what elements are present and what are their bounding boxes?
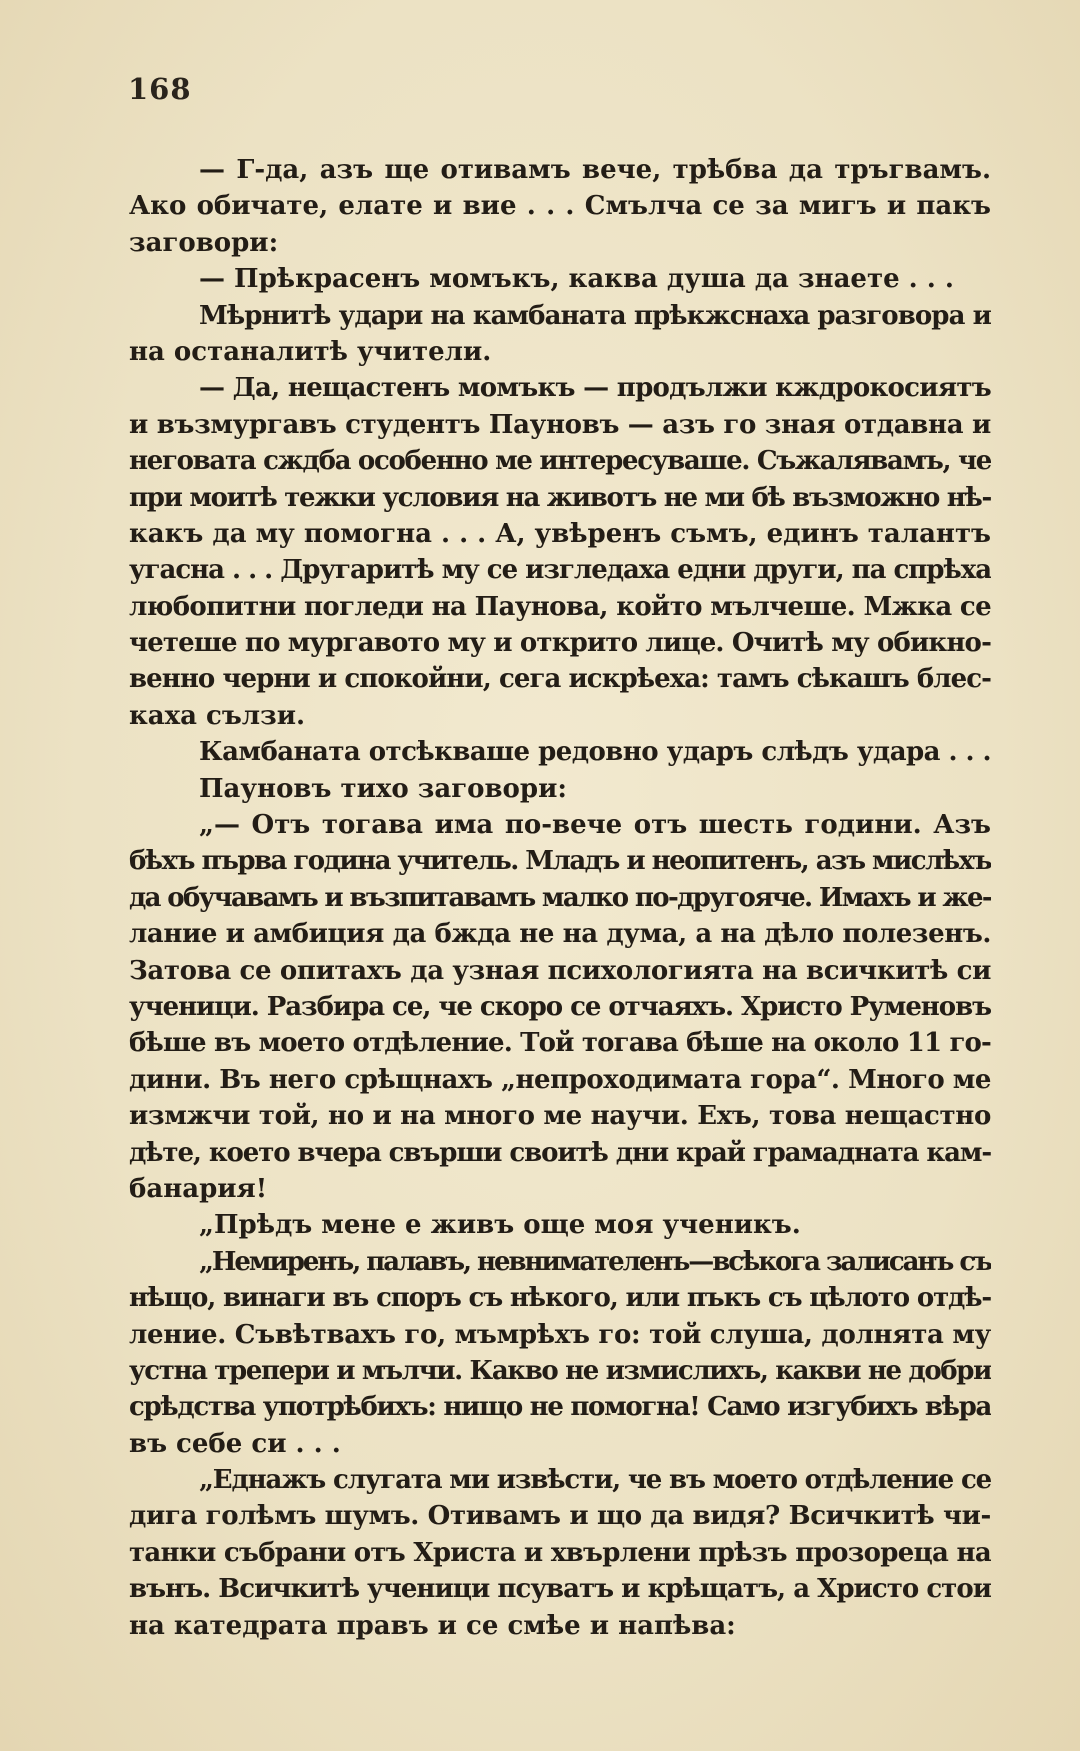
text-line: Затова се опитахъ да узная психологията на всичкитѣ си [129,955,991,986]
text-line: Мѣрнитѣ удари на камбаната прѣкжснаха разговора и [199,300,991,331]
text-line: бѣхъ първа година учитель. Младъ и неопитенъ, азъ мислѣхъ [129,846,991,877]
text-line: банария! [129,1173,268,1204]
text-line: Камбаната отсѣкваше редовно ударъ слѣдъ удара . . . [199,737,991,768]
text-line: дига голѣмъ шумъ. Отивамъ и що да видя? Всичкитѣ чи- [129,1501,991,1532]
text-line: угасна . . . Другаритѣ му се изгледаха едни други, па спрѣха [129,555,991,586]
text-line: Ако обичате, елате и вие . . . Смълча се за мигъ и пакъ [129,191,991,222]
text-line: при моитѣ тежки условия на животъ не ми бѣ възможно нѣ- [129,482,991,513]
text-line: въ себе си . . . [129,1428,341,1459]
text-line: устна трепери и мълчи. Какво не измислихъ, какви не добри [129,1355,991,1386]
text-line: да обучавамъ и възпитавамъ малко по-другояче. Имахъ и же- [129,882,991,913]
text-line: „— Отъ тогава има по-вече отъ шесть години. Азъ [199,810,991,841]
text-line: — Г-да, азъ ще отивамъ вече, трѣбва да тръгвамъ. [199,155,991,185]
text-line: „Прѣдъ мене е живъ още моя ученикъ. [199,1210,801,1241]
text-line: и възмургавъ студентъ Пауновъ — азъ го зная отдавна и [129,409,991,440]
text-line: Пауновъ тихо заговори: [199,773,567,804]
body-text [129,152,991,1644]
text-line: дини. Въ него срѣщнахъ „непроходимата гора“. Много ме [129,1064,991,1095]
text-line: венно черни и спокойни, сега искрѣеха: тамъ сѣкашъ блес- [129,664,991,695]
text-line: нѣщо, винаги въ споръ съ нѣкого, или пъкъ съ цѣлото отдѣ- [129,1283,991,1314]
text-line: ученици. Разбира се, че скоро се отчаяхъ. Христо Руменовъ [129,991,991,1022]
page-number: 168 [128,72,192,106]
text-line: „Еднажъ слугата ми извѣсти, че въ моето отдѣление се [199,1465,991,1496]
text-line: лание и амбиция да бжда не на дума, а на дѣло полезенъ. [129,919,991,950]
text-line: танки събрани отъ Христа и хвърлени прѣзъ прозореца на [129,1537,991,1568]
text-line: бѣше въ моето отдѣление. Той тогава бѣше на около 11 го- [129,1028,991,1059]
text-line: какъ да му помогна . . . А, увѣренъ съмъ, единъ талантъ [129,518,991,549]
text-line: срѣдства употрѣбихъ: нищо не помогна! Само изгубихъ вѣра [129,1392,991,1423]
text-line: — Да, нещастенъ момъкъ — продължи кждрокосиятъ [199,373,991,404]
text-line: четеше по мургавото му и открито лице. Очитѣ му обикно- [129,628,991,659]
text-line: дѣте, което вчера свърши своитѣ дни край грамадната кам- [129,1137,991,1168]
text-line: — Прѣкрасенъ момъкъ, каква душа да знаете . . . [199,264,954,295]
text-line: на катедрата правъ и се смѣе и напѣва: [129,1610,736,1641]
text-line: неговата сждба особенно ме интересуваше. Съжалявамъ, че [129,446,991,477]
text-line: на останалитѣ учители. [129,336,492,367]
text-line: каха сълзи. [129,700,306,731]
text-line: „Немиренъ, палавъ, невнимателенъ—всѣкога залисанъ съ [199,1246,991,1277]
text-line: вънъ. Всичкитѣ ученици псуватъ и крѣщатъ, а Христо стои [129,1574,991,1605]
text-line: любопитни погледи на Паунова, който мълчеше. Мжка се [129,591,991,622]
text-line: измжчи той, но и на много ме научи. Ехъ, това нещастно [129,1101,991,1132]
text-line: ление. Съвѣтвахъ го, мъмрѣхъ го: той слуша, долнята му [129,1319,991,1350]
text-line: заговори: [129,227,279,258]
